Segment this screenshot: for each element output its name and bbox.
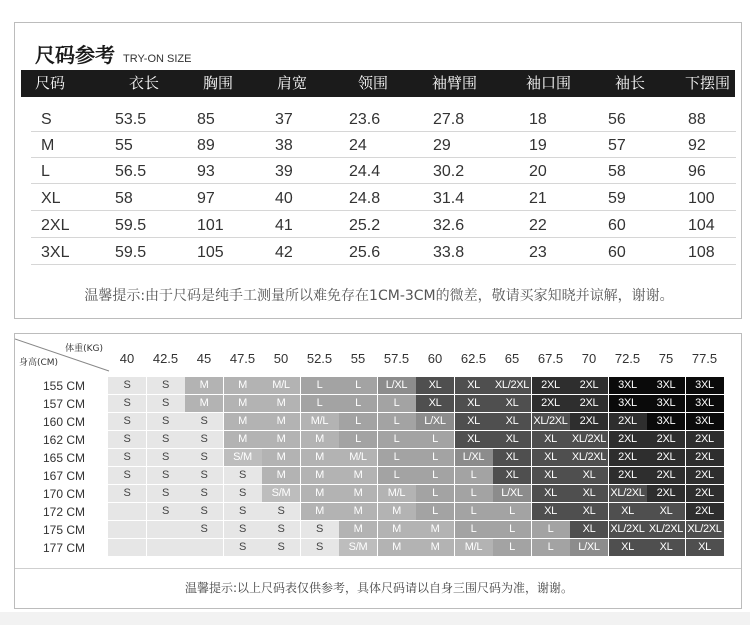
size-grid-cell: M xyxy=(224,395,262,412)
size-label-cell: 2XL xyxy=(41,217,70,234)
weight-header-cell: 42.5 xyxy=(152,351,179,366)
weight-header-cell: 70 xyxy=(581,351,597,366)
size-grid-cell: L xyxy=(532,521,570,538)
measurement-cell: 105 xyxy=(197,244,224,261)
size-grid-cell: XL xyxy=(455,395,493,412)
weight-header-cell: 40 xyxy=(119,351,135,366)
size-grid-cell: L xyxy=(532,539,570,556)
weight-header-cell: 60 xyxy=(427,351,443,366)
size-grid-cell: S xyxy=(108,413,146,430)
chart-divider xyxy=(15,568,741,569)
page-bottom-strip xyxy=(0,612,750,625)
weight-header-cell: 57.5 xyxy=(383,351,410,366)
title-english: TRY-ON SIZE xyxy=(123,53,192,65)
measurement-cell: 24 xyxy=(349,137,367,154)
size-grid-cell: S xyxy=(185,485,223,502)
header-cell: 下摆围 xyxy=(685,74,731,92)
header-cell: 袖臂围 xyxy=(432,74,478,92)
size-grid-cell: L xyxy=(493,503,531,520)
size-grid-cell: 2XL xyxy=(647,431,685,448)
size-grid-cell: M xyxy=(339,467,377,484)
measurement-cell: 19 xyxy=(529,137,547,154)
size-grid-cell: L xyxy=(416,485,454,502)
size-grid-cell: XL xyxy=(609,503,647,520)
size-grid-cell: S/M xyxy=(262,485,300,502)
size-grid-cell: XL/2XL xyxy=(609,485,647,502)
measurement-cell: 23.6 xyxy=(349,111,381,128)
header-cell: 衣长 xyxy=(129,74,160,92)
size-grid-cell: M xyxy=(224,413,262,430)
measurement-cell: 60 xyxy=(608,244,626,261)
measurement-cell: 88 xyxy=(688,111,706,128)
header-cell: 肩宽 xyxy=(277,74,308,92)
size-grid-cell: XL xyxy=(416,395,454,412)
measurement-cell: 18 xyxy=(529,111,547,128)
size-grid-cell: 3XL xyxy=(686,377,724,394)
header-cell: 领围 xyxy=(358,74,389,92)
size-reference-title xyxy=(35,39,191,67)
size-grid-cell: L xyxy=(378,449,416,466)
size-grid-cell: S xyxy=(262,539,300,556)
size-grid-cell: L xyxy=(455,485,493,502)
measurement-cell: 55 xyxy=(115,137,133,154)
size-grid-cell: L xyxy=(416,467,454,484)
size-grid-cell: M xyxy=(416,521,454,538)
size-grid-cell: S xyxy=(301,521,339,538)
measurement-cell: 59 xyxy=(608,190,626,207)
measurement-cell: 53.5 xyxy=(115,111,147,128)
size-reference-panel xyxy=(14,22,742,319)
measurement-cell: 58 xyxy=(115,190,133,207)
size-grid-cell: M/L xyxy=(455,539,493,556)
height-label-cell: 172 CM xyxy=(42,505,85,519)
size-grid-cell xyxy=(147,521,185,538)
measurement-cell: 29 xyxy=(433,137,451,154)
size-grid-cell: 2XL xyxy=(686,485,724,502)
size-grid-cell: L xyxy=(339,431,377,448)
size-table-row xyxy=(31,184,736,211)
size-grid-cell: S xyxy=(301,539,339,556)
measurement-cell: 20 xyxy=(529,163,547,180)
size-label-cell: S xyxy=(41,111,52,128)
size-grid-cell: 3XL xyxy=(647,413,685,430)
weight-axis-label: 体重(KG) xyxy=(65,344,103,354)
height-label-cell: 160 CM xyxy=(42,415,85,429)
header-cell: 胸围 xyxy=(203,74,234,92)
size-grid-cell: S xyxy=(147,413,185,430)
size-grid-cell: S/M xyxy=(224,449,262,466)
measurement-cell: 31.4 xyxy=(433,190,465,207)
size-grid-cell: M xyxy=(262,431,300,448)
size-grid-cell: S xyxy=(224,467,262,484)
size-grid-cell: XL/2XL xyxy=(493,377,531,394)
measurement-cell: 22 xyxy=(529,217,547,234)
size-grid-cell: XL xyxy=(416,377,454,394)
size-grid-cell: S xyxy=(185,503,223,520)
size-grid-cell: M xyxy=(301,485,339,502)
measurement-cell: 58 xyxy=(608,163,626,180)
size-grid-cell: S xyxy=(185,449,223,466)
height-label-cell: 162 CM xyxy=(42,433,85,447)
size-grid-cell: 3XL xyxy=(609,395,647,412)
size-grid-cell: S xyxy=(108,431,146,448)
size-grid-cell: XL xyxy=(493,431,531,448)
size-grid-cell: XL/2XL xyxy=(647,521,685,538)
size-grid-cell: XL xyxy=(532,449,570,466)
size-grid-cell: M xyxy=(416,539,454,556)
size-grid-cell: L xyxy=(455,467,493,484)
size-grid-cell: M xyxy=(339,485,377,502)
weight-header-cell: 47.5 xyxy=(229,351,256,366)
size-grid-cell: 2XL xyxy=(609,413,647,430)
size-grid-cell: S xyxy=(108,485,146,502)
measurement-cell: 60 xyxy=(608,217,626,234)
size-grid-cell: L xyxy=(301,377,339,394)
size-grid-cell: S xyxy=(147,485,185,502)
size-grid-cell: XL xyxy=(532,503,570,520)
weight-header-cell: 50 xyxy=(273,351,289,366)
size-grid-cell: XL xyxy=(455,413,493,430)
size-grid-cell: 2XL xyxy=(532,377,570,394)
size-grid-cell: S xyxy=(147,431,185,448)
measurement-note: 温馨提示:由于尺码是纯手工测量所以难免存在1CM-3CM的微差，敬请买家知晓并谅解，谢谢。 xyxy=(84,288,674,304)
size-grid-cell: XL xyxy=(647,503,685,520)
size-grid-cell: M xyxy=(301,431,339,448)
measurement-cell: 93 xyxy=(197,163,215,180)
measurement-cell: 56.5 xyxy=(115,163,147,180)
measurement-cell: 27.8 xyxy=(433,111,465,128)
size-grid-cell: S xyxy=(147,467,185,484)
size-grid-cell: 3XL xyxy=(609,377,647,394)
size-grid-cell: XL/2XL xyxy=(686,521,724,538)
size-grid-cell: S xyxy=(147,395,185,412)
measurement-cell: 23 xyxy=(529,244,547,261)
height-label-cell: 177 CM xyxy=(42,541,85,555)
size-grid-cell: 2XL xyxy=(570,413,608,430)
measurement-cell: 24.8 xyxy=(349,190,381,207)
height-axis-label: 身高(CM) xyxy=(19,358,59,368)
header-cell: 袖口围 xyxy=(526,74,572,92)
size-grid-cell: S xyxy=(224,539,262,556)
size-grid-cell: 3XL xyxy=(647,395,685,412)
size-grid-cell: L xyxy=(493,539,531,556)
measurement-cell: 101 xyxy=(197,217,224,234)
header-cell: 袖长 xyxy=(615,74,646,92)
size-grid-cell: M xyxy=(262,413,300,430)
size-grid-cell: XL xyxy=(532,485,570,502)
weight-header-cell: 75 xyxy=(658,351,674,366)
size-grid-cell: L xyxy=(378,395,416,412)
size-grid-cell: S xyxy=(147,377,185,394)
size-grid-cell: M xyxy=(301,467,339,484)
measurement-cell: 41 xyxy=(275,217,293,234)
size-grid-cell: L xyxy=(339,377,377,394)
size-grid-cell: M xyxy=(378,539,416,556)
size-grid-cell xyxy=(147,539,185,556)
size-grid-cell: S xyxy=(108,449,146,466)
size-grid-cell: 2XL xyxy=(686,431,724,448)
measurement-cell: 96 xyxy=(688,163,706,180)
size-grid-cell: 2XL xyxy=(686,503,724,520)
size-grid-cell: XL xyxy=(455,431,493,448)
weight-header-cell: 65 xyxy=(504,351,520,366)
size-grid-cell: XL xyxy=(570,467,608,484)
size-grid-cell: XL xyxy=(647,539,685,556)
height-label-cell: 170 CM xyxy=(42,487,85,501)
size-grid-cell: S xyxy=(185,521,223,538)
size-grid-cell: M/L xyxy=(262,377,300,394)
size-grid-cell: 2XL xyxy=(686,467,724,484)
measurement-cell: 37 xyxy=(275,111,293,128)
measurement-cell: 39 xyxy=(275,163,293,180)
size-grid-cell: 2XL xyxy=(609,449,647,466)
size-grid-cell xyxy=(185,539,223,556)
size-grid-cell: S xyxy=(147,449,185,466)
size-grid-cell: M xyxy=(185,395,223,412)
size-grid-cell: M xyxy=(262,467,300,484)
size-grid-cell: S xyxy=(224,503,262,520)
size-grid-cell: M xyxy=(224,377,262,394)
size-grid-cell: L xyxy=(455,503,493,520)
size-grid-cell: XL xyxy=(686,539,724,556)
height-label-cell: 165 CM xyxy=(42,451,85,465)
measurement-cell: 38 xyxy=(275,137,293,154)
size-grid-cell: L xyxy=(378,467,416,484)
size-grid-cell: XL xyxy=(455,377,493,394)
weight-header-cell: 45 xyxy=(196,351,212,366)
size-grid-cell: 3XL xyxy=(686,395,724,412)
measurement-cell: 92 xyxy=(688,137,706,154)
size-grid-cell: M xyxy=(262,395,300,412)
size-grid-cell xyxy=(108,503,146,520)
size-grid-cell: M/L xyxy=(339,449,377,466)
height-label-cell: 175 CM xyxy=(42,523,85,537)
header-cell: 尺码 xyxy=(35,74,66,92)
measurement-cell: 100 xyxy=(688,190,715,207)
measurement-cell: 89 xyxy=(197,137,215,154)
measurement-cell: 104 xyxy=(688,217,715,234)
size-grid-cell: L/XL xyxy=(378,377,416,394)
size-grid-cell: L/XL xyxy=(455,449,493,466)
weight-header-cell: 62.5 xyxy=(460,351,487,366)
size-grid-cell: L xyxy=(455,521,493,538)
size-grid-cell: XL xyxy=(493,413,531,430)
size-table-header xyxy=(21,70,735,97)
size-grid-cell: L xyxy=(339,395,377,412)
size-grid-cell: L xyxy=(301,395,339,412)
weight-header-cell: 67.5 xyxy=(537,351,564,366)
height-label-cell: 155 CM xyxy=(42,379,85,393)
measurement-cell: 24.4 xyxy=(349,163,381,180)
size-grid-cell: 3XL xyxy=(647,377,685,394)
size-grid-cell xyxy=(108,539,146,556)
title-chinese: 尺码参考 xyxy=(35,43,115,67)
size-grid-cell: XL/2XL xyxy=(570,449,608,466)
size-grid-cell: XL xyxy=(493,449,531,466)
size-label-cell: 3XL xyxy=(41,244,70,261)
measurement-cell: 108 xyxy=(688,244,715,261)
size-grid-cell: L xyxy=(416,503,454,520)
measurement-cell: 42 xyxy=(275,244,293,261)
size-table-row xyxy=(31,131,736,158)
size-grid-cell: S xyxy=(185,467,223,484)
size-grid-cell: 2XL xyxy=(686,449,724,466)
size-grid-cell: L/XL xyxy=(570,539,608,556)
size-grid-cell: XL/2XL xyxy=(570,431,608,448)
weight-header-cell: 72.5 xyxy=(614,351,641,366)
size-grid-cell: S xyxy=(108,467,146,484)
chart-corner-header xyxy=(15,334,111,375)
measurement-cell: 97 xyxy=(197,190,215,207)
size-grid-cell: S/M xyxy=(339,539,377,556)
size-grid-cell: XL xyxy=(493,395,531,412)
size-grid-cell: 2XL xyxy=(647,485,685,502)
size-grid-cell: 2XL xyxy=(609,431,647,448)
size-grid-cell: S xyxy=(185,413,223,430)
size-grid-cell: 2XL xyxy=(532,395,570,412)
size-grid-cell: M xyxy=(262,449,300,466)
size-grid-cell: M/L xyxy=(301,413,339,430)
measurement-cell: 57 xyxy=(608,137,626,154)
measurement-cell: 33.8 xyxy=(433,244,465,261)
size-grid-cell: L xyxy=(378,431,416,448)
measurement-cell: 85 xyxy=(197,111,215,128)
size-grid-cell: 2XL xyxy=(570,377,608,394)
size-grid-cell: XL xyxy=(570,503,608,520)
size-grid-cell: M xyxy=(378,521,416,538)
measurement-cell: 32.6 xyxy=(433,217,465,234)
size-grid-cell: 2XL xyxy=(570,395,608,412)
size-grid-cell: S xyxy=(108,377,146,394)
height-label-cell: 157 CM xyxy=(42,397,85,411)
height-label-cell: 167 CM xyxy=(42,469,85,483)
measurement-cell: 59.5 xyxy=(115,244,147,261)
measurement-cell: 40 xyxy=(275,190,293,207)
measurement-cell: 25.2 xyxy=(349,217,381,234)
size-grid-cell: M xyxy=(339,503,377,520)
measurement-cell: 56 xyxy=(608,111,626,128)
size-grid-cell: S xyxy=(185,431,223,448)
size-grid-cell: M xyxy=(378,503,416,520)
size-grid-cell: M xyxy=(301,449,339,466)
size-table-row xyxy=(31,238,736,265)
size-grid-cell: 3XL xyxy=(686,413,724,430)
measurement-cell: 21 xyxy=(529,190,547,207)
size-grid-cell: L xyxy=(416,431,454,448)
size-grid-cell: S xyxy=(224,485,262,502)
size-grid-cell: M xyxy=(224,431,262,448)
size-label-cell: M xyxy=(41,137,55,154)
weight-header-cell: 77.5 xyxy=(691,351,718,366)
size-grid-cell: M xyxy=(301,503,339,520)
size-grid-cell: S xyxy=(108,395,146,412)
size-grid-cell: XL xyxy=(532,431,570,448)
size-grid-cell: L xyxy=(493,521,531,538)
size-grid-cell: M xyxy=(339,521,377,538)
size-label-cell: L xyxy=(41,163,50,180)
measurement-cell: 25.6 xyxy=(349,244,381,261)
weight-header-cell: 52.5 xyxy=(306,351,333,366)
size-grid-cell: XL xyxy=(532,467,570,484)
size-grid-cell: S xyxy=(262,503,300,520)
size-grid-cell: S xyxy=(262,521,300,538)
height-weight-chart-panel xyxy=(14,333,742,609)
weight-header-cell: 55 xyxy=(350,351,366,366)
size-grid-cell: XL xyxy=(609,539,647,556)
size-grid-cell: XL xyxy=(493,467,531,484)
size-grid-cell: XL/2XL xyxy=(609,521,647,538)
size-grid-cell: S xyxy=(224,521,262,538)
size-grid-cell: 2XL xyxy=(647,449,685,466)
size-table-row xyxy=(31,105,736,132)
size-grid-cell: L xyxy=(339,413,377,430)
size-grid-cell xyxy=(108,521,146,538)
size-grid-cell: M/L xyxy=(378,485,416,502)
size-grid-cell: 2XL xyxy=(609,467,647,484)
chart-note: 温馨提示:以上尺码表仅供参考，具体尺码请以自身三围尺码为准，谢谢。 xyxy=(184,581,574,595)
size-grid-cell: L xyxy=(416,449,454,466)
size-grid-cell: L xyxy=(378,413,416,430)
size-grid-cell: L/XL xyxy=(493,485,531,502)
size-label-cell: XL xyxy=(41,190,61,207)
size-grid-cell: 2XL xyxy=(647,467,685,484)
size-grid-cell: XL xyxy=(570,485,608,502)
size-grid-cell: XL/2XL xyxy=(532,413,570,430)
measurement-cell: 30.2 xyxy=(433,163,465,180)
size-grid-cell: XL xyxy=(570,521,608,538)
size-table-row xyxy=(31,157,736,184)
size-grid-cell: S xyxy=(147,503,185,520)
size-grid-cell: M xyxy=(185,377,223,394)
size-grid-cell: L/XL xyxy=(416,413,454,430)
size-table-row xyxy=(31,211,736,238)
measurement-cell: 59.5 xyxy=(115,217,147,234)
